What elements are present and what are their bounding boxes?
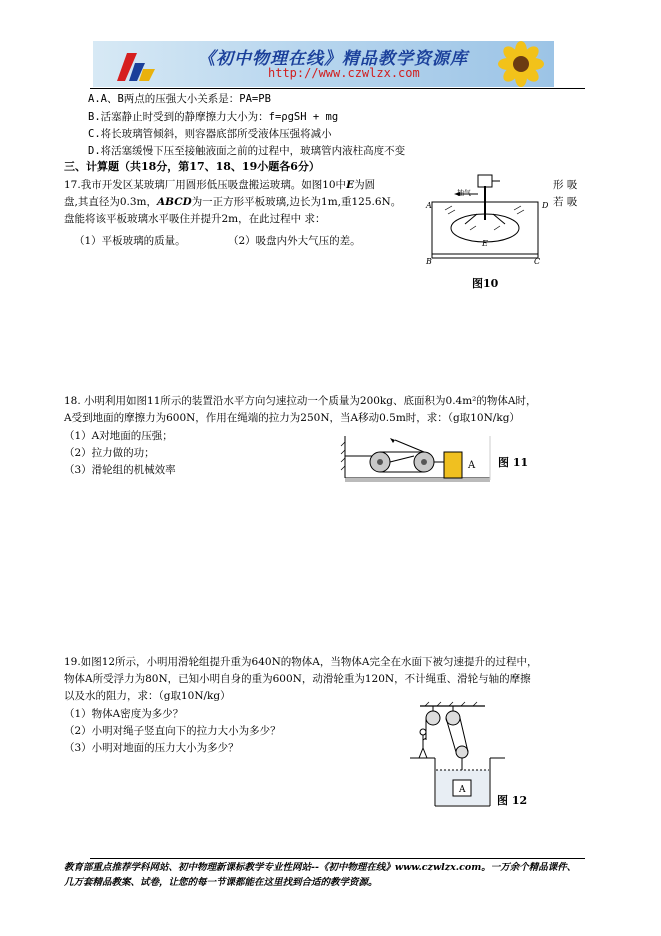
q18-sub2: （2）拉力做的功； (64, 447, 155, 459)
fig12-label-a: A (459, 785, 466, 795)
footer-divider (90, 858, 585, 859)
footer-line2: 几万套精品教案、试卷，让您的每一节课都能在这里找到合适的教学资源。 (64, 877, 378, 888)
fig12-caption: 图 12 (497, 794, 528, 807)
banner-url: http://www.czwlzx.com (268, 66, 420, 80)
option-b: B.活塞静止时受到的静摩擦力大小为：f=ρgSH + mg (88, 111, 339, 123)
option-d: D.将活塞缓慢下压至接触液面之前的过程中，玻璃管内液柱高度不变 (88, 145, 406, 157)
fig10-label-d: D (542, 201, 549, 210)
q18-line1: 18. 小明利用如图11所示的装置沿水平方向匀速拉动一个质量为200kg、底面积为0.4m²的物体A时， (64, 395, 537, 407)
header-banner (93, 41, 554, 87)
sunflower-icon (488, 41, 554, 87)
fig11-label-a: A (468, 460, 476, 471)
fig11-caption: 图 11 (498, 456, 529, 469)
q19-sub1: （1）物体A密度为多少？ (64, 708, 184, 720)
q18-line2: A受到地面的摩擦力为600N，作用在绳端的拉力为250N，当A移动0.5m时，求：（g取10N/kg） (64, 412, 520, 424)
q17-line1-c: 为圆 (354, 179, 376, 191)
logo-icon (115, 45, 161, 85)
q18-sub1: （1）A对地面的压强； (64, 430, 173, 442)
q17-line1-a: 17.我市开发区某玻璃厂用圆形低压吸盘搬运玻璃。如图10中 (64, 179, 347, 191)
fig10-pump-label: 抽气 (457, 189, 471, 197)
q17-line2-right: 若 吸 (553, 196, 578, 208)
header-divider (90, 88, 585, 89)
q19-sub2: （2）小明对绳子竖直向下的拉力大小为多少？ (64, 725, 281, 737)
q17-line1 (64, 178, 375, 192)
footer-line1: 教育部重点推荐学科网站、初中物理新课标教学专业性网站--《初中物理在线》www.czwlzx.com。一万余个精品课件、 (64, 862, 577, 873)
q17-line3: 盘能将该平板玻璃水平吸住并提升2m，在此过程中 求： (64, 213, 326, 225)
fig10-label-a: A (426, 201, 432, 210)
option-a: A.A、B两点的压强大小关系是：PA=PB (88, 93, 271, 105)
q17-sub2: （2）吸盘内外大气压的差。 (228, 235, 361, 247)
q19-line1: 19.如图12所示，小明用滑轮组提升重为640N的物体A，当物体A完全在水面下被匀速提升的过程中， (64, 656, 538, 668)
q17-line1-right: 形 吸 (553, 179, 578, 191)
q17-line2-b: ABCD (157, 196, 192, 208)
fig10-caption: 图10 (472, 277, 499, 290)
fig10-label-e: E (482, 239, 488, 248)
q17-sub1: （1）平板玻璃的质量。 (74, 235, 186, 247)
q17-line2 (64, 195, 401, 209)
q18-sub3: （3）滑轮组的机械效率 (64, 464, 176, 476)
option-c: C.将长玻璃管倾斜，则容器底部所受液体压强将减小 (88, 128, 332, 140)
q17-line2-c: 为一正方形平板玻璃,边长为1m,重125.6N。 (191, 196, 402, 208)
q19-line3: 以及水的阻力，求：（g取10N/kg） (64, 690, 231, 702)
q19-sub3: （3）小明对地面的压力大小为多少？ (64, 742, 239, 754)
figure-11 (340, 432, 545, 484)
q17-line1-b: E (346, 179, 355, 191)
figure-10 (420, 170, 550, 295)
fig10-label-b: B (426, 257, 432, 266)
banner-title: 《初中物理在线》精品教学资源库 (198, 49, 468, 69)
figure-12 (405, 700, 550, 820)
section-heading: 三、计算题（共18分，第17、18、19小题各6分） (64, 160, 320, 173)
q19-line2: 物体A所受浮力为80N，已知小明自身的重为600N，动滑轮重为120N，不计绳重、滑轮与轴的摩擦 (64, 673, 531, 685)
fig10-label-c: C (534, 257, 541, 266)
q17-line2-a: 盘,其直径为0.3m， (64, 196, 157, 208)
